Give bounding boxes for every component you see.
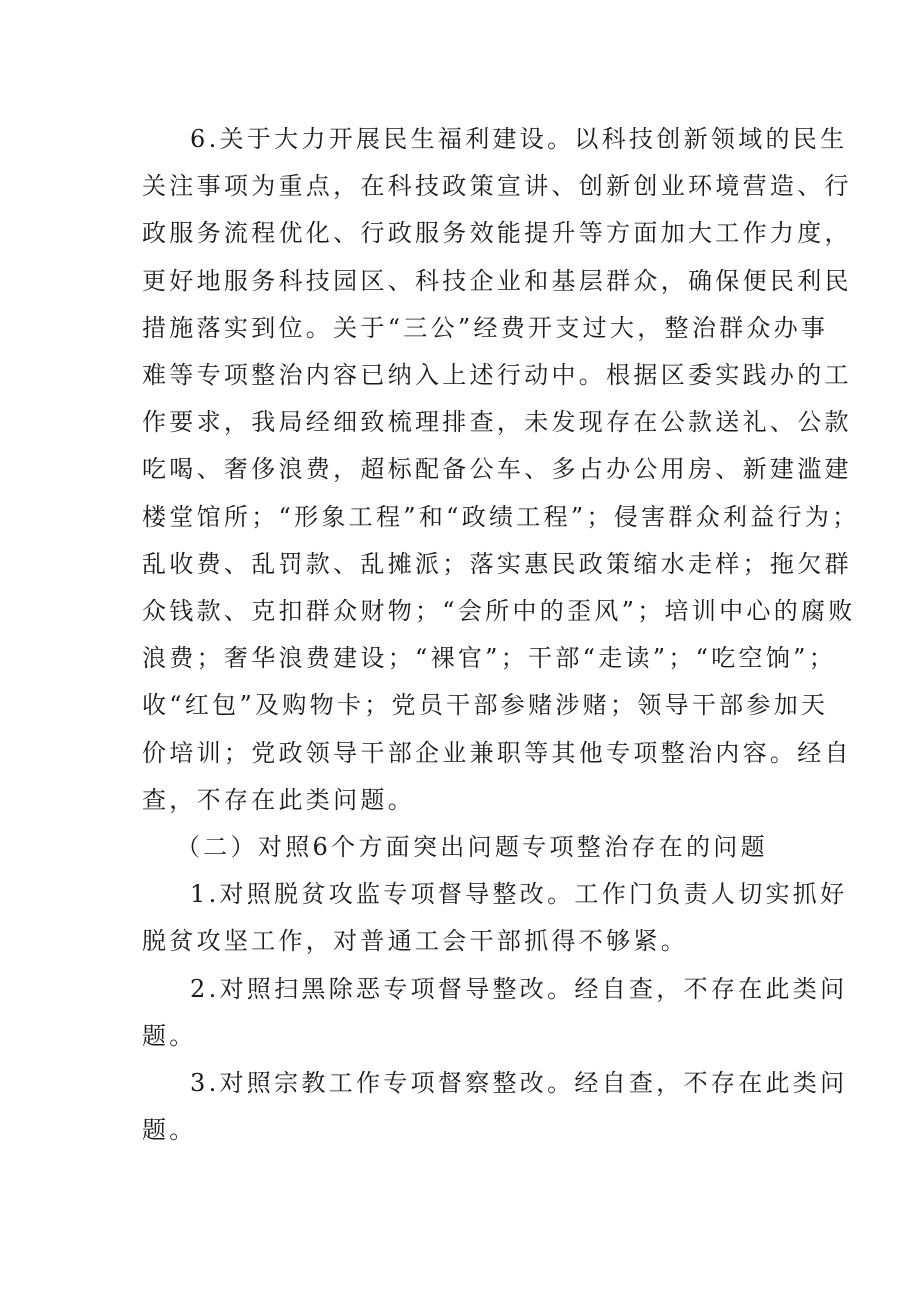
text-line: 题。	[142, 1116, 197, 1145]
text-line: 脱贫攻坚工作，对普通工会干部抓得不够紧。	[142, 927, 688, 956]
paragraph-1-poverty-alleviation	[142, 871, 848, 965]
text-line: 众钱款、克扣群众财物；“会所中的歪风”；培训中心的腐败	[142, 597, 856, 626]
paragraph-3-religious-affairs	[142, 1060, 848, 1154]
text-line: 6.关于大力开展民生福利建设。以科技创新领域的民生	[190, 125, 848, 153]
paragraph-6-livelihood-welfare	[142, 116, 860, 824]
text-line: 题。	[142, 1021, 197, 1050]
text-line: 难等专项整治内容已纳入上述行动中。根据区委实践办的工	[142, 361, 852, 390]
text-line: 收“红包”及购物卡；党员干部参赌涉赌；领导干部参加天	[142, 691, 829, 720]
paragraph-2-anti-crime	[142, 966, 848, 1060]
text-line: 措施落实到位。关于“三公”经费开支过大，整治群众办事	[142, 313, 829, 342]
text-line: 作要求，我局经细致梳理排查，未发现存在公款送礼、公款	[142, 408, 852, 437]
text-line: 1.对照脱贫攻监专项督导整改。工作门负责人切实抓好	[190, 880, 848, 909]
text-line: 查，不存在此类问题。	[142, 785, 415, 814]
text-line: 更好地服务科技园区、科技企业和基层群众，确保便民利民	[142, 266, 852, 295]
text-line: 浪费；奢华浪费建设；“裸官”；干部“走读”；“吃空饷”；	[142, 644, 837, 673]
section-heading-two	[142, 824, 784, 871]
text-line: 3.对照宗教工作专项督察整改。经自查，不存在此类问	[190, 1069, 848, 1098]
text-line: 楼堂馆所；“形象工程”和“政绩工程”；侵害群众利益行为；	[142, 502, 860, 531]
document-body	[142, 116, 860, 1154]
text-line: 吃喝、奢侈浪费，超标配备公车、多占办公用房、新建滥建	[142, 455, 852, 484]
text-line: 政服务流程优化、行政服务效能提升等方面加大工作力度，	[142, 219, 852, 248]
heading-line: （二）对照6个方面突出问题专项整治存在的问题	[176, 833, 768, 862]
text-line: 价培训；党政领导干部企业兼职等其他专项整治内容。经自	[142, 738, 852, 767]
text-line: 关注事项为重点，在科技政策宣讲、创新创业环境营造、行	[142, 172, 852, 201]
text-line: 2.对照扫黑除恶专项督导整改。经自查，不存在此类问	[190, 974, 848, 1003]
text-line: 乱收费、乱罚款、乱摊派；落实惠民政策缩水走样；拖欠群	[142, 549, 852, 578]
